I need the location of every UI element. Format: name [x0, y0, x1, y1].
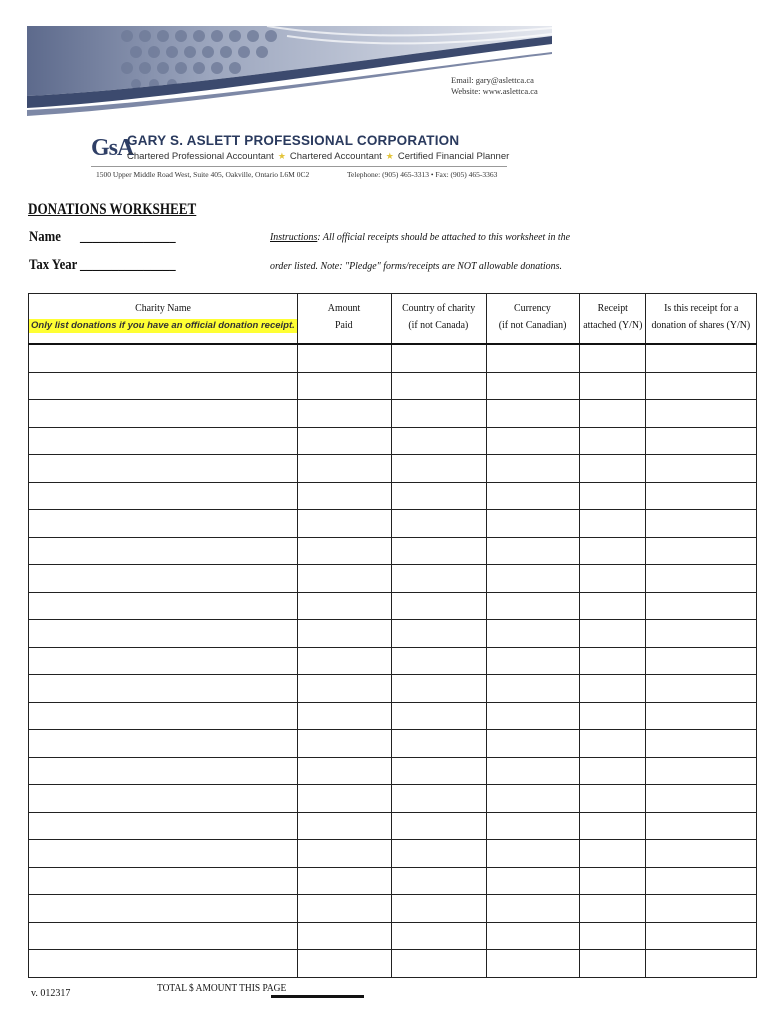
receipt-cell[interactable]: [579, 867, 646, 895]
receipt-cell[interactable]: [579, 785, 646, 813]
amount-cell[interactable]: [297, 537, 391, 565]
receipt-cell[interactable]: [579, 730, 646, 758]
currency-cell[interactable]: [486, 730, 579, 758]
shares-cell[interactable]: [646, 950, 757, 978]
charity-name-cell[interactable]: [29, 730, 298, 758]
col-header-country: [391, 294, 486, 345]
instructions-line-1: [270, 231, 570, 243]
currency-cell[interactable]: [486, 812, 579, 840]
charity-name-cell[interactable]: [29, 482, 298, 510]
amount-cell[interactable]: [297, 565, 391, 593]
company-name: GARY S. ASLETT PROFESSIONAL CORPORATION: [127, 133, 460, 148]
col-header-label: Charity Name: [134, 302, 191, 314]
shares-cell[interactable]: [646, 895, 757, 923]
charity-name-cell[interactable]: [29, 344, 298, 372]
amount-cell[interactable]: [297, 895, 391, 923]
shares-cell[interactable]: [646, 757, 757, 785]
col-header-currency: [486, 294, 579, 345]
amount-cell[interactable]: [297, 675, 391, 703]
receipt-cell[interactable]: [579, 675, 646, 703]
table-row: [29, 702, 757, 730]
receipt-cell[interactable]: [579, 592, 646, 620]
country-cell[interactable]: [391, 482, 486, 510]
table-row: [29, 785, 757, 813]
receipt-cell[interactable]: [579, 702, 646, 730]
highlight-note: Only list donations if you have an official donation receipt.: [31, 320, 295, 331]
currency-cell[interactable]: [486, 344, 579, 372]
shares-cell[interactable]: [646, 785, 757, 813]
shares-cell[interactable]: [646, 702, 757, 730]
credential-cfp: Certified Financial Planner: [397, 151, 510, 162]
country-cell[interactable]: [391, 730, 486, 758]
country-cell[interactable]: [391, 757, 486, 785]
amount-cell[interactable]: [297, 757, 391, 785]
country-cell[interactable]: [391, 455, 486, 483]
receipt-cell[interactable]: [579, 840, 646, 868]
table-row: [29, 400, 757, 428]
currency-cell[interactable]: [486, 565, 579, 593]
shares-cell[interactable]: [646, 867, 757, 895]
receipt-cell[interactable]: [579, 427, 646, 455]
amount-cell[interactable]: [297, 730, 391, 758]
currency-cell[interactable]: [486, 455, 579, 483]
country-cell[interactable]: [391, 565, 486, 593]
receipt-cell[interactable]: [579, 895, 646, 923]
credential-ca: Chartered Accountant: [289, 151, 382, 162]
country-cell[interactable]: [391, 785, 486, 813]
currency-cell[interactable]: [486, 647, 579, 675]
amount-cell[interactable]: [297, 427, 391, 455]
amount-cell[interactable]: [297, 344, 391, 372]
charity-name-cell[interactable]: [29, 647, 298, 675]
header-divider: [91, 166, 507, 167]
table-row: [29, 647, 757, 675]
shares-cell[interactable]: [646, 840, 757, 868]
col-header-label: Currency: [514, 302, 552, 314]
col-header-shares-donation: [646, 294, 757, 345]
country-cell[interactable]: [391, 812, 486, 840]
amount-cell[interactable]: [297, 620, 391, 648]
col-header-label: Receipt: [597, 302, 628, 314]
table-row: [29, 867, 757, 895]
col-header-charity-name: [29, 294, 298, 345]
receipt-cell[interactable]: [579, 757, 646, 785]
shares-cell[interactable]: [646, 427, 757, 455]
amount-cell[interactable]: [297, 510, 391, 538]
website-text: Website: www.aslettca.ca: [451, 86, 538, 96]
charity-name-cell[interactable]: [29, 427, 298, 455]
name-field-label: [29, 229, 61, 246]
table-row: [29, 510, 757, 538]
currency-cell[interactable]: [486, 427, 579, 455]
receipt-cell[interactable]: [579, 372, 646, 400]
country-cell[interactable]: [391, 427, 486, 455]
currency-cell[interactable]: [486, 400, 579, 428]
receipt-cell[interactable]: [579, 482, 646, 510]
currency-cell[interactable]: [486, 482, 579, 510]
amount-cell[interactable]: [297, 455, 391, 483]
country-cell[interactable]: [391, 344, 486, 372]
table-row: [29, 757, 757, 785]
charity-name-cell[interactable]: [29, 455, 298, 483]
currency-cell[interactable]: [486, 895, 579, 923]
amount-cell[interactable]: [297, 950, 391, 978]
table-row: [29, 675, 757, 703]
table-row: [29, 455, 757, 483]
amount-cell[interactable]: [297, 482, 391, 510]
charity-name-cell[interactable]: [29, 785, 298, 813]
amount-cell[interactable]: [297, 812, 391, 840]
col-header-sublabel: Paid: [335, 319, 354, 331]
currency-cell[interactable]: [486, 702, 579, 730]
tax-year-field-blank[interactable]: _______________: [80, 257, 176, 273]
charity-name-cell[interactable]: [29, 565, 298, 593]
instructions-label: Instructions: [270, 231, 318, 243]
currency-cell[interactable]: [486, 537, 579, 565]
contact-info: [451, 75, 538, 97]
star-icon: ★: [385, 151, 394, 161]
country-cell[interactable]: [391, 647, 486, 675]
charity-name-cell[interactable]: [29, 950, 298, 978]
shares-cell[interactable]: [646, 812, 757, 840]
instructions-text-1: : All official receipts should be attached to this worksheet in the: [317, 231, 570, 243]
receipt-cell[interactable]: [579, 510, 646, 538]
donations-table: [28, 293, 757, 978]
amount-cell[interactable]: [297, 372, 391, 400]
charity-name-cell[interactable]: [29, 372, 298, 400]
country-cell[interactable]: [391, 950, 486, 978]
receipt-cell[interactable]: [579, 565, 646, 593]
country-cell[interactable]: [391, 510, 486, 538]
amount-cell[interactable]: [297, 840, 391, 868]
amount-cell[interactable]: [297, 400, 391, 428]
amount-cell[interactable]: [297, 867, 391, 895]
receipt-cell[interactable]: [579, 537, 646, 565]
shares-cell[interactable]: [646, 675, 757, 703]
charity-name-cell[interactable]: [29, 895, 298, 923]
col-header-sublabel: (if not Canada): [408, 319, 469, 331]
charity-name-cell[interactable]: [29, 840, 298, 868]
table-row: [29, 372, 757, 400]
table-row: [29, 812, 757, 840]
country-cell[interactable]: [391, 895, 486, 923]
currency-cell[interactable]: [486, 372, 579, 400]
shares-cell[interactable]: [646, 592, 757, 620]
email-text: Email: gary@aslettca.ca: [451, 75, 534, 85]
currency-cell[interactable]: [486, 785, 579, 813]
country-cell[interactable]: [391, 867, 486, 895]
table-row: [29, 344, 757, 372]
currency-cell[interactable]: [486, 592, 579, 620]
table-row: [29, 620, 757, 648]
country-cell[interactable]: [391, 537, 486, 565]
phone-fax-text: Telephone: (905) 465-3313 • Fax: (905) 465-3363: [347, 170, 498, 179]
currency-cell[interactable]: [486, 840, 579, 868]
instructions-line-2: order listed. Note: "Pledge" forms/receipts are NOT allowable donations.: [270, 260, 562, 272]
amount-cell[interactable]: [297, 922, 391, 950]
shares-cell[interactable]: [646, 400, 757, 428]
shares-cell[interactable]: [646, 620, 757, 648]
version-label: v. 012317: [31, 988, 71, 999]
charity-name-cell[interactable]: [29, 675, 298, 703]
tax-year-label: Tax Year: [29, 257, 78, 273]
worksheet-title: DONATIONS WORKSHEET: [28, 201, 197, 218]
shares-cell[interactable]: [646, 482, 757, 510]
total-amount-field[interactable]: [271, 995, 364, 998]
col-header-sublabel: (if not Canadian): [498, 319, 567, 331]
charity-name-cell[interactable]: [29, 592, 298, 620]
country-cell[interactable]: [391, 592, 486, 620]
table-row: [29, 537, 757, 565]
currency-cell[interactable]: [486, 620, 579, 648]
table-row: [29, 840, 757, 868]
name-field-blank[interactable]: _______________: [80, 229, 176, 245]
table-header-row: [29, 294, 757, 345]
table-row: [29, 922, 757, 950]
name-label: Name: [29, 229, 61, 245]
tax-year-field-label: [29, 257, 77, 274]
receipt-cell[interactable]: [579, 620, 646, 648]
country-cell[interactable]: [391, 840, 486, 868]
charity-name-cell[interactable]: [29, 922, 298, 950]
charity-name-cell[interactable]: [29, 537, 298, 565]
table-body: [29, 344, 757, 977]
shares-cell[interactable]: [646, 730, 757, 758]
receipt-cell[interactable]: [579, 344, 646, 372]
shares-cell[interactable]: [646, 537, 757, 565]
table-row: [29, 730, 757, 758]
credentials-line: [127, 151, 509, 162]
country-cell[interactable]: [391, 675, 486, 703]
charity-name-cell[interactable]: [29, 757, 298, 785]
table-row: [29, 482, 757, 510]
currency-cell[interactable]: [486, 675, 579, 703]
total-amount-label: TOTAL $ AMOUNT THIS PAGE: [157, 983, 287, 994]
col-header-amount-paid: [297, 294, 391, 345]
shares-cell[interactable]: [646, 647, 757, 675]
country-cell[interactable]: [391, 922, 486, 950]
shares-cell[interactable]: [646, 565, 757, 593]
receipt-cell[interactable]: [579, 455, 646, 483]
amount-cell[interactable]: [297, 592, 391, 620]
country-cell[interactable]: [391, 372, 486, 400]
country-cell[interactable]: [391, 702, 486, 730]
amount-cell[interactable]: [297, 785, 391, 813]
table-row: [29, 427, 757, 455]
charity-name-cell[interactable]: [29, 510, 298, 538]
receipt-cell[interactable]: [579, 812, 646, 840]
amount-cell[interactable]: [297, 702, 391, 730]
amount-cell[interactable]: [297, 647, 391, 675]
charity-name-cell[interactable]: [29, 702, 298, 730]
currency-cell[interactable]: [486, 867, 579, 895]
shares-cell[interactable]: [646, 344, 757, 372]
charity-name-cell[interactable]: [29, 620, 298, 648]
table-row: [29, 895, 757, 923]
receipt-cell[interactable]: [579, 950, 646, 978]
charity-name-cell[interactable]: [29, 812, 298, 840]
credential-cpa: Chartered Professional Accountant: [127, 151, 274, 162]
receipt-cell[interactable]: [579, 647, 646, 675]
address-text: 1500 Upper Middle Road West, Suite 405, Oakville, Ontario L6M 0C2: [96, 170, 310, 179]
col-header-label: Amount: [328, 302, 361, 314]
currency-cell[interactable]: [486, 510, 579, 538]
company-logo: GsA: [91, 135, 134, 161]
col-header-sublabel: donation of shares (Y/N): [651, 319, 751, 331]
table-row: [29, 592, 757, 620]
receipt-cell[interactable]: [579, 400, 646, 428]
col-header-receipt-attached: [579, 294, 646, 345]
star-icon: ★: [277, 151, 286, 161]
table-row: [29, 950, 757, 978]
currency-cell[interactable]: [486, 922, 579, 950]
shares-cell[interactable]: [646, 510, 757, 538]
col-header-label: Is this receipt for a: [664, 302, 739, 314]
country-cell[interactable]: [391, 400, 486, 428]
shares-cell[interactable]: [646, 922, 757, 950]
col-header-label: Country of charity: [402, 302, 476, 314]
charity-name-cell[interactable]: [29, 400, 298, 428]
currency-cell[interactable]: [486, 950, 579, 978]
table-row: [29, 565, 757, 593]
country-cell[interactable]: [391, 620, 486, 648]
receipt-cell[interactable]: [579, 922, 646, 950]
currency-cell[interactable]: [486, 757, 579, 785]
shares-cell[interactable]: [646, 455, 757, 483]
charity-name-cell[interactable]: [29, 867, 298, 895]
col-header-sublabel: attached (Y/N): [583, 319, 643, 331]
shares-cell[interactable]: [646, 372, 757, 400]
